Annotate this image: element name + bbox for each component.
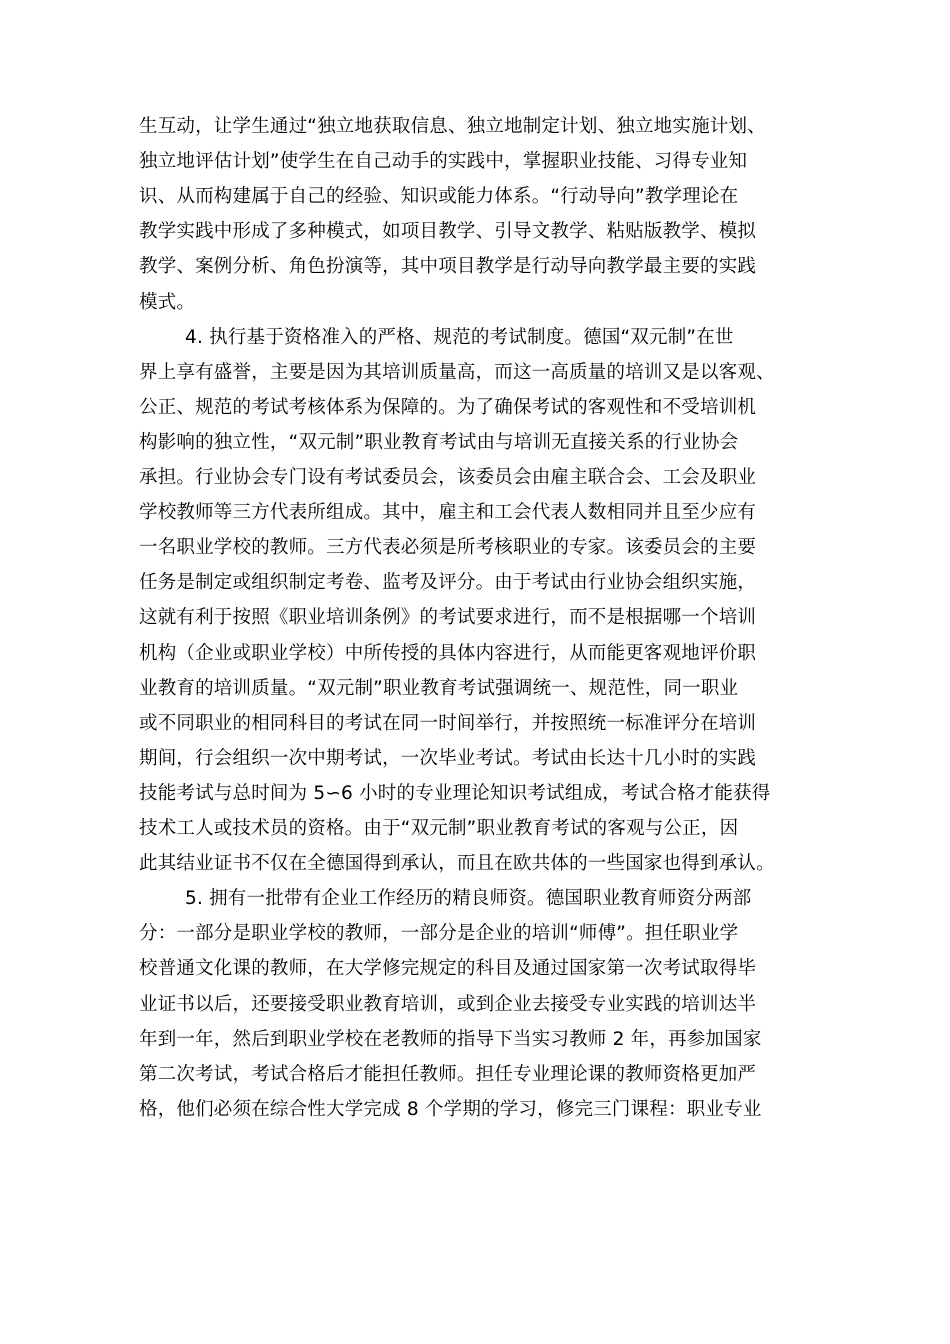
paragraph-1-line-5: 教学、案例分析、角色扮演等，其中项目教学是行动导向教学最主要的实践 xyxy=(139,256,757,278)
paragraph-2-line-13: 期间，行会组织一次中期考试，一次毕业考试。考试由长达十几小时的实践 xyxy=(139,747,757,769)
paragraph-2-line-5: 承担。行业协会专门设有考试委员会，该委员会由雇主联合会、工会及职业 xyxy=(139,467,757,488)
paragraph-2-line-1: 4. 执行基于资格准入的严格、规范的考试制度。德国“双元制”在世 xyxy=(185,326,734,348)
paragraph-2-line-8: 任务是制定或组织制定考卷、监考及评分。由于考试由行业协会组织实施， xyxy=(139,572,757,594)
paragraph-2-line-10: 机构（企业或职业学校）中所传授的具体内容进行，从而能更客观地评价职 xyxy=(139,642,757,664)
paragraph-2-line-14: 技能考试与总时间为 5∽6 小时的专业理论知识考试组成，考试合格才能获得 xyxy=(139,782,771,804)
paragraph-1-line-3: 识、从而构建属于自己的经验、知识或能力体系。“行动导向”教学理论在 xyxy=(139,186,739,208)
paragraph-2-line-11: 业教育的培训质量。“双元制”职业教育考试强调统一、规范性，同一职业 xyxy=(139,677,739,699)
paragraph-3-line-7: 格，他们必须在综合性大学完成 8 个学期的学习，修完三门课程：职业专业 xyxy=(139,1098,762,1120)
paragraph-2-line-7: 一名职业学校的教师。三方代表必须是所考核职业的专家。该委员会的主要 xyxy=(139,537,757,559)
paragraph-1-line-1: 生互动，让学生通过“独立地获取信息、独立地制定计划、独立地实施计划、 xyxy=(139,116,766,137)
paragraph-2-line-3: 公正、规范的考试考核体系为保障的。为了确保考试的客观性和不受培训机 xyxy=(139,396,757,418)
paragraph-3-line-6: 第二次考试，考试合格后才能担任教师。担任专业理论课的教师资格更加严 xyxy=(139,1063,757,1085)
paragraph-3-line-2: 分：一部分是职业学校的教师，一部分是企业的培训“师傅”。担任职业学 xyxy=(139,923,739,945)
paragraph-2-line-9: 这就有利于按照《职业培训条例》的考试要求进行，而不是根据哪一个培训 xyxy=(139,607,757,629)
paragraph-3-line-1: 5. 拥有一批带有企业工作经历的精良师资。德国职业教育师资分两部 xyxy=(185,888,752,910)
paragraph-1-line-4: 教学实践中形成了多种模式，如项目教学、引导文教学、粘贴版教学、模拟 xyxy=(139,221,757,243)
paragraph-1-line-2: 独立地评估计划”使学生在自己动手的实践中，掌握职业技能、习得专业知 xyxy=(139,151,748,173)
paragraph-3-line-3: 校普通文化课的教师，在大学修完规定的科目及通过国家第一次考试取得毕 xyxy=(139,958,757,980)
paragraph-2-line-2: 界上享有盛誉，主要是因为其培训质量高，而这一高质量的培训又是以客观、 xyxy=(139,361,775,383)
paragraph-1-line-6: 模式。 xyxy=(139,291,196,313)
paragraph-3-line-5: 年到一年，然后到职业学校在老教师的指导下当实习教师 2 年，再参加国家 xyxy=(139,1028,762,1050)
paragraph-2-line-12: 或不同职业的相同科目的考试在同一时间举行，并按照统一标准评分在培训 xyxy=(139,712,757,734)
paragraph-2-line-4: 构影响的独立性，“双元制”职业教育考试由与培训无直接关系的行业协会 xyxy=(139,431,739,453)
paragraph-2-line-6: 学校教师等三方代表所组成。其中，雇主和工会代表人数相同并且至少应有 xyxy=(139,502,757,524)
paragraph-2-line-15: 技术工人或技术员的资格。由于“双元制”职业教育考试的客观与公正，因 xyxy=(139,818,739,839)
paragraph-2-line-16: 此其结业证书不仅在全德国得到承认，而且在欧共体的一些国家也得到承认。 xyxy=(139,853,775,875)
paragraph-3-line-4: 业证书以后，还要接受职业教育培训，或到企业去接受专业实践的培训达半 xyxy=(139,993,757,1015)
